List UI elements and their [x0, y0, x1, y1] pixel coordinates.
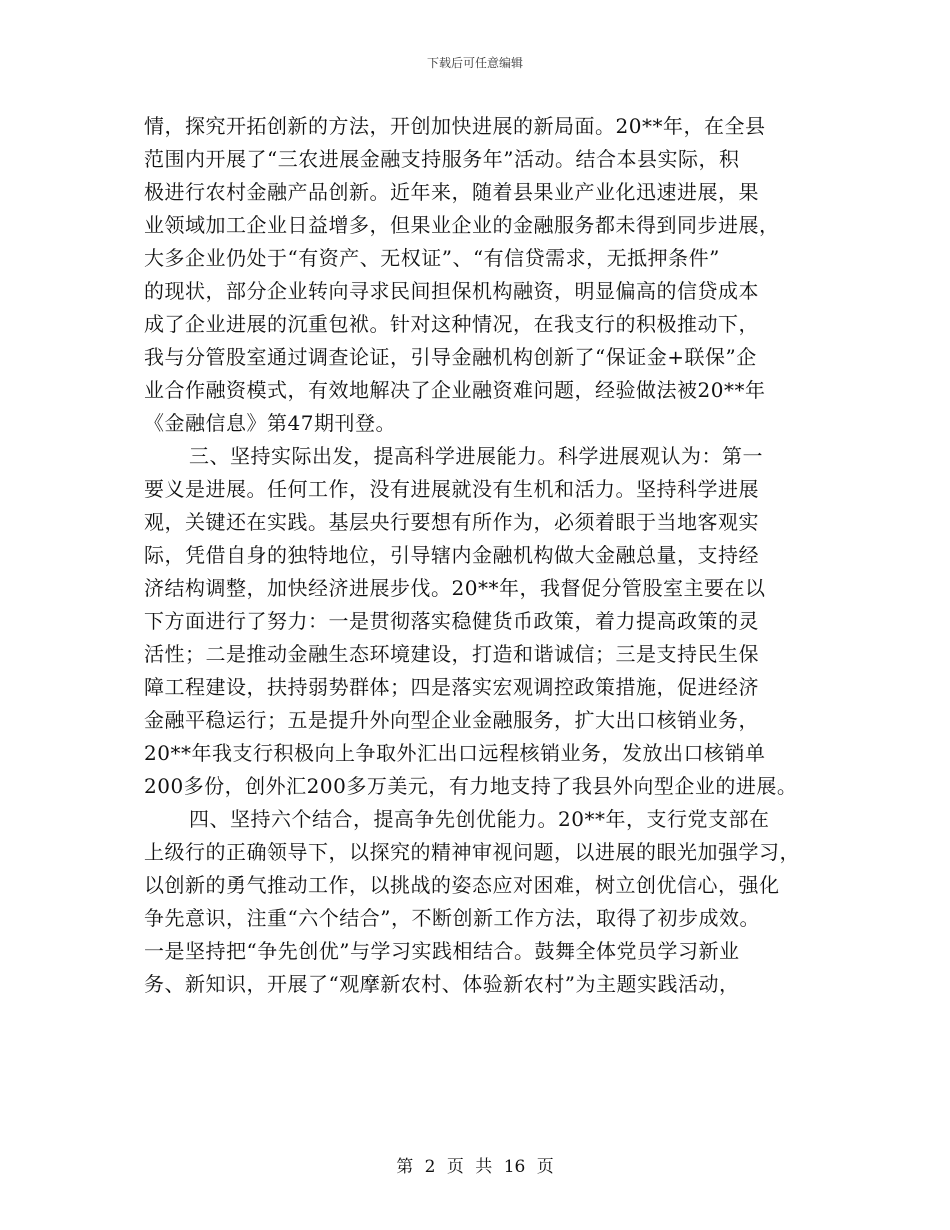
paragraph-start-line: 四、坚持六个结合，提高争先创优能力。20**年，支行党支部在	[189, 807, 770, 831]
text-line: 上级行的正确领导下，以探究的精神审视问题，以进展的眼光加强学习，	[144, 840, 800, 864]
text-line: 济结构调整，加快经济进展步伐。20**年，我督促分管股室主要在以	[144, 576, 766, 600]
page-footer: 第 2 页 共 16 页	[396, 1157, 554, 1177]
text-line: 以创新的勇气推动工作，以挑战的姿态应对困难，树立创优信心，强化	[144, 873, 780, 897]
text-line: 要义是进展。任何工作，没有进展就没有生机和活力。坚持科学进展	[144, 477, 759, 501]
text-line: 务、新知识，开展了“观摩新农村、体验新农村”为主题实践活动，	[144, 972, 740, 996]
text-line: 争先意识，注重“六个结合”，不断创新工作方法，取得了初步成效。	[144, 906, 760, 930]
text-line: 障工程建设，扶持弱势群体；四是落实宏观调控政策措施，促进经济	[144, 675, 759, 699]
text-line: 成了企业进展的沉重包袱。针对这种情况，在我支行的积极推动下，	[144, 312, 759, 336]
text-line: 金融平稳运行；五是提升外向型企业金融服务，扩大出口核销业务，	[144, 708, 759, 732]
text-line: 极进行农村金融产品创新。近年来，随着县果业产业化迅速进展，果	[144, 180, 759, 204]
paragraph-start-line: 三、坚持实际出发，提高科学进展能力。科学进展观认为：第一	[189, 444, 763, 468]
text-line: 《金融信息》第47期刊登。	[144, 411, 396, 435]
page-header: 下载后可任意编辑	[426, 56, 523, 70]
text-line: 情，探究开拓创新的方法，开创加快进展的新局面。20**年，在全县	[144, 114, 766, 138]
text-line: 的现状，部分企业转向寻求民间担保机构融资，明显偏高的信贷成本	[144, 279, 759, 303]
text-line: 业合作融资模式，有效地解决了企业融资难问题，经验做法被20**年	[144, 378, 766, 402]
text-line: 20**年我支行积极向上争取外汇出口远程核销业务，发放出口核销单	[144, 741, 766, 765]
text-line: 业领域加工企业日益增多，但果业企业的金融服务都未得到同步进展，	[144, 213, 780, 237]
text-line: 范围内开展了“三农进展金融支持服务年”活动。结合本县实际，积	[144, 147, 740, 171]
text-line: 200多份，创外汇200多万美元，有力地支持了我县外向型企业的进展。	[144, 774, 798, 798]
text-line: 观，关键还在实践。基层央行要想有所作为，必须着眼于当地客观实	[144, 510, 759, 534]
text-line: 一是坚持把“争先创优”与学习实践相结合。鼓舞全体党员学习新业	[144, 939, 740, 963]
text-line: 下方面进行了努力：一是贯彻落实稳健货币政策，着力提高政策的灵	[144, 609, 759, 633]
text-line: 我与分管股室通过调查论证，引导金融机构创新了“保证金+联保”企	[144, 345, 757, 369]
text-line: 大多企业仍处于“有资产、无权证”、“有信贷需求，无抵押条件”	[144, 246, 720, 270]
text-line: 际，凭借自身的独特地位，引导辖内金融机构做大金融总量，支持经	[144, 543, 759, 567]
text-line: 活性；二是推动金融生态环境建设，打造和谐诚信；三是支持民生保	[144, 642, 759, 666]
document-body	[144, 110, 824, 1001]
